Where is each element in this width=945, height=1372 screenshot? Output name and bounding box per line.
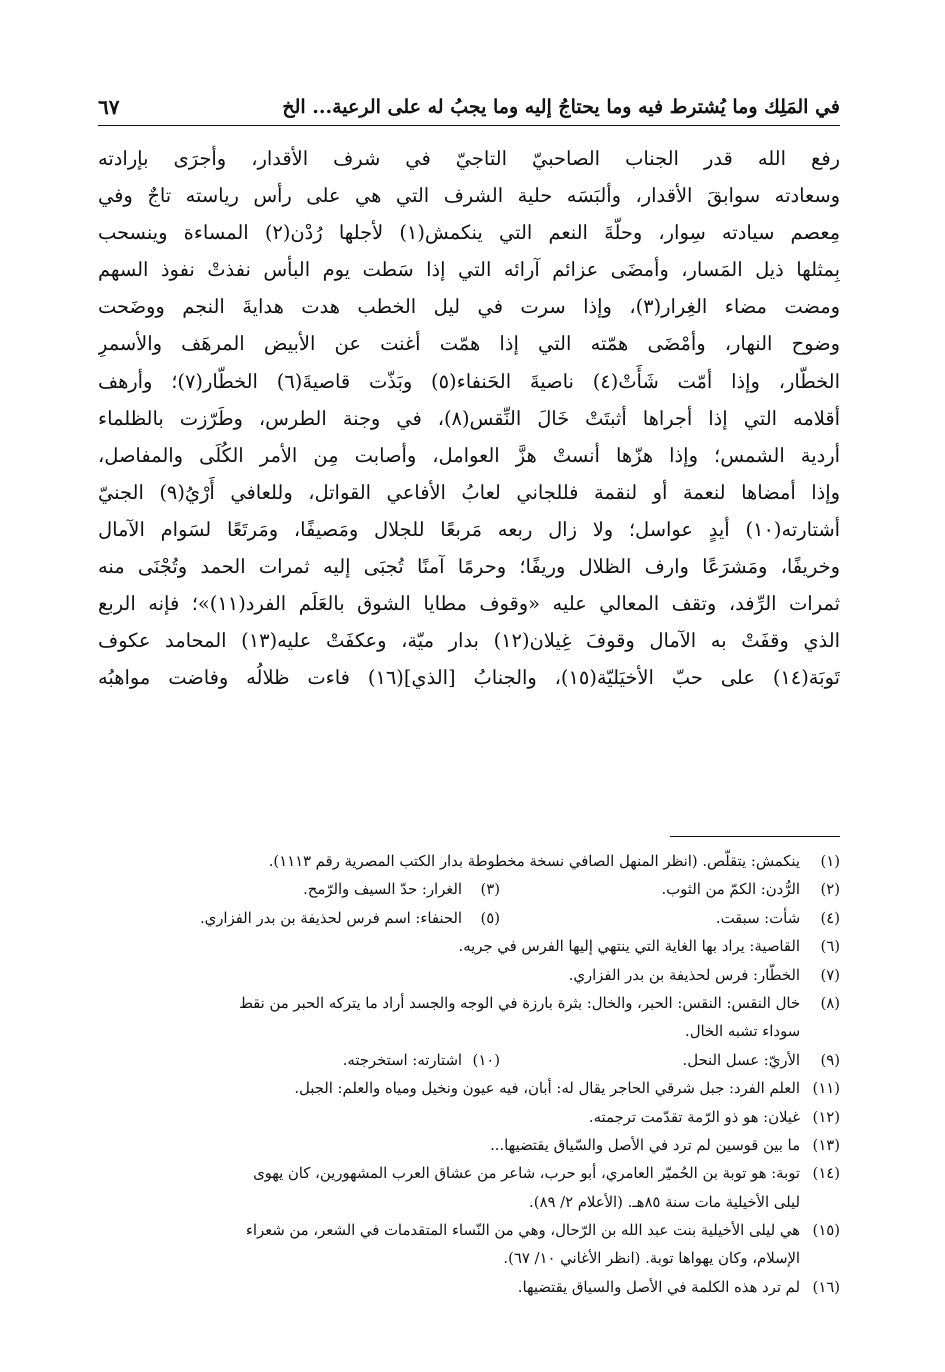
footnote-number: (٣) xyxy=(480,881,500,899)
running-title: في المَلِك وما يُشترط فيه وما يحتاجُ إليه وما يجبُ له على الرعية... الخ xyxy=(282,95,840,118)
footnote-16 xyxy=(98,1274,840,1302)
text-line: وخريفًا، ومَشرَعًا وارف الظلال وريفًا؛ وحرمًا آمنًا تُجبَى إليه ثمرات الحمد وتُجْنَى منه xyxy=(98,555,840,579)
text-line: رفع الله قدر الجناب الصاحبيّ التاجيّ في شرف الأقدار، وأجرَى بإرادته xyxy=(98,147,840,170)
footnote-text: ليلى الأخيلية مات سنة ٨٥هـ. (الأعلام ٢/ ٨٩). xyxy=(529,1193,800,1211)
footnote-text: الرُّدن: الكمّ من الثوب. xyxy=(661,881,800,899)
footnote-text: ينكمش: يتقلّص. (انظر المنهل الصافي نسخة مخطوطة بدار الكتب المصرية رقم ١١١٣). xyxy=(268,853,800,870)
footnote-number: (٥) xyxy=(480,909,500,927)
text-line: وسعادته سوابقَ الأقدار، وألبَسَه حلية الشرف التي هي على رأس رياسته تاجٌ وفي xyxy=(98,184,840,208)
footnote-number: (٤) xyxy=(820,909,840,927)
footnote-text: ما بين قوسين لم ترد في الأصل والسّياق يقتضيها... xyxy=(490,1136,800,1154)
footnote-number: (٧) xyxy=(820,966,840,984)
footnote-text: اشتارته: استخرجته. xyxy=(342,1051,462,1069)
text-line: أقلامه التي إذا أجراها أثبتَتْ خَالَ النِّقس(٨)، في وجنة الطرس، وطَرّزت بالظلماء xyxy=(98,406,840,430)
text-line: وضوح النهار، وأمْضَى همّته التي إذا همّت أغنت عن الأبيض المرهَف والأسمرِ xyxy=(98,332,840,356)
footnote-9-10 xyxy=(98,1047,840,1075)
footnote-15-continued xyxy=(98,1245,840,1273)
text-line: تَوبَة(١٤) على حبّ الأخيَليّة(١٥)، والجنابُ [الذي](١٦) فاءت ظلالُه وفاضت مواهبُه xyxy=(98,666,840,690)
footnote-number: (٢) xyxy=(820,881,840,899)
footnote-text: شأت: سبقت. xyxy=(715,909,800,927)
footnote-number: (١٣) xyxy=(812,1136,840,1154)
main-text xyxy=(98,140,840,696)
footnote-1 xyxy=(98,848,840,876)
footnotes xyxy=(98,848,840,1302)
footnote-text: العلم الفرد: جبل شرقي الحاجر يقال له: أبان، فيه عيون ونخيل ومياه والعلم: الجبل. xyxy=(294,1080,800,1098)
footnote-6 xyxy=(98,933,840,961)
footnote-text: الإسلام، وكان يهواها توبة. (انظر الأغاني ١٠/ ٦٧). xyxy=(503,1250,800,1268)
footnote-14 xyxy=(98,1160,840,1188)
footnote-text: سوداء تشبه الخال. xyxy=(685,1023,800,1041)
footnote-text: غيلان: هو ذو الرّمة تقدّمت ترجمته. xyxy=(588,1108,800,1126)
footnote-text: خال النقس: النقس: الحبر، والخال: بثرة بارزة في الوجه والجسد أراد ما يتركه الحبر من نقط xyxy=(239,994,800,1012)
footnote-14-continued xyxy=(98,1189,840,1217)
footnote-8-continued xyxy=(98,1018,840,1046)
footnote-text: توبة: هو توبة بن الحُميّر العامري، أبو حرب، شاعر من عشاق العرب المشهورين، كان يهوى xyxy=(253,1165,800,1183)
text-line: أردية الشمس؛ وإذا هزّها أنستْ هزَّ العوامل، وأصابت مِن الأمر الكُلَى والمفاصل، xyxy=(98,443,840,467)
footnote-separator xyxy=(670,836,840,837)
footnote-8 xyxy=(98,990,840,1018)
footnote-7 xyxy=(98,962,840,990)
text-line: وإذا أمضاها لنعمة أو لنقمة فللجاني لعابُ الأفاعي القواتل، وللعافي أَرْيُ(٩) الجنيّ xyxy=(98,480,840,504)
footnote-text: لم ترد هذه الكلمة في الأصل والسياق يقتضيها. xyxy=(517,1278,800,1296)
footnote-text: الغرار: حدّ السيف والرّمح. xyxy=(303,881,462,899)
footnote-number: (١١) xyxy=(812,1080,840,1098)
page-number: ٦٧ xyxy=(98,94,120,119)
footnote-text: هي ليلى الأخيلية بنت عبد الله بن الرّحال، وهي من النّساء المتقدمات في الشعر، من شعراء xyxy=(245,1222,800,1240)
footnote-text: الحنفاء: اسم فرس لحذيفة بن بدر الفزاري. xyxy=(199,909,462,927)
footnote-12 xyxy=(98,1104,840,1132)
text-line: أشتارته(١٠) أيدٍ عواسل؛ ولا زال ربعه مَربعًا للجلال ومَصيفًا، ومَرتَعًا لسَوام الآمال xyxy=(98,517,840,541)
footnote-4-5 xyxy=(98,905,840,933)
footnote-number: (١٤) xyxy=(812,1165,840,1183)
text-line: بِمثلها ذيل المَسار، وأمضَى عزائم آرائه التي إذا سَطت يوم البأس نفذتْ نفوذ السهم xyxy=(98,258,840,282)
footnote-text: الأريّ: عسل النحل. xyxy=(682,1051,800,1069)
footnote-number: (١) xyxy=(820,853,840,870)
footnote-number: (٦) xyxy=(820,938,840,956)
footnote-number: (١٠) xyxy=(472,1051,500,1069)
footnote-number: (١٦) xyxy=(812,1278,840,1296)
text-line: مِعصم سيادته سِوار، وحلّةَ النعم التي ينكمش(١) لأجلها رُدْن(٢) المساءة وينسحب xyxy=(98,221,840,245)
text-line: الخطّار، وإذا أمّت شَأَتْ(٤) ناصيةَ الحَنفاء(٥) وبَذّت قاصيةَ(٦) الخطّار(٧)؛ وأرهف xyxy=(98,369,840,393)
footnote-indent xyxy=(800,1189,840,1217)
footnote-15 xyxy=(98,1217,840,1245)
footnote-text: الخطّار: فرس لحذيفة بن بدر الفزاري. xyxy=(568,966,800,984)
footnote-13 xyxy=(98,1132,840,1160)
footnote-number: (٩) xyxy=(820,1051,840,1069)
footnote-number: (١٥) xyxy=(812,1222,840,1240)
footnote-number: (٨) xyxy=(820,994,840,1012)
page-header xyxy=(98,90,840,126)
footnote-indent xyxy=(800,1018,840,1046)
text-line: ومضت مضاء الغِرار(٣)، وإذا سرت في ليل الخطب هدت هدايةَ النجم ووضَحت xyxy=(98,295,840,319)
footnote-text: القاصية: يراد بها الغاية التي ينتهي إليها الفرس في جريه. xyxy=(458,938,800,956)
text-line: ثمرات الرِّفد، وتقف المعالي عليه «وقوف مطايا الشوق بالعَلَم الفرد(١١)»؛ فإنه الربع xyxy=(98,592,840,616)
footnote-2-3 xyxy=(98,876,840,904)
footnote-11 xyxy=(98,1075,840,1103)
text-line: الذي وقفَتْ به الآمال وقوفَ غِيلان(١٢) بدار ميّة، وعكفَتْ عليه(١٣) المحامد عكوف xyxy=(98,629,840,653)
footnote-number: (١٢) xyxy=(812,1108,840,1126)
footnote-indent xyxy=(800,1245,840,1273)
